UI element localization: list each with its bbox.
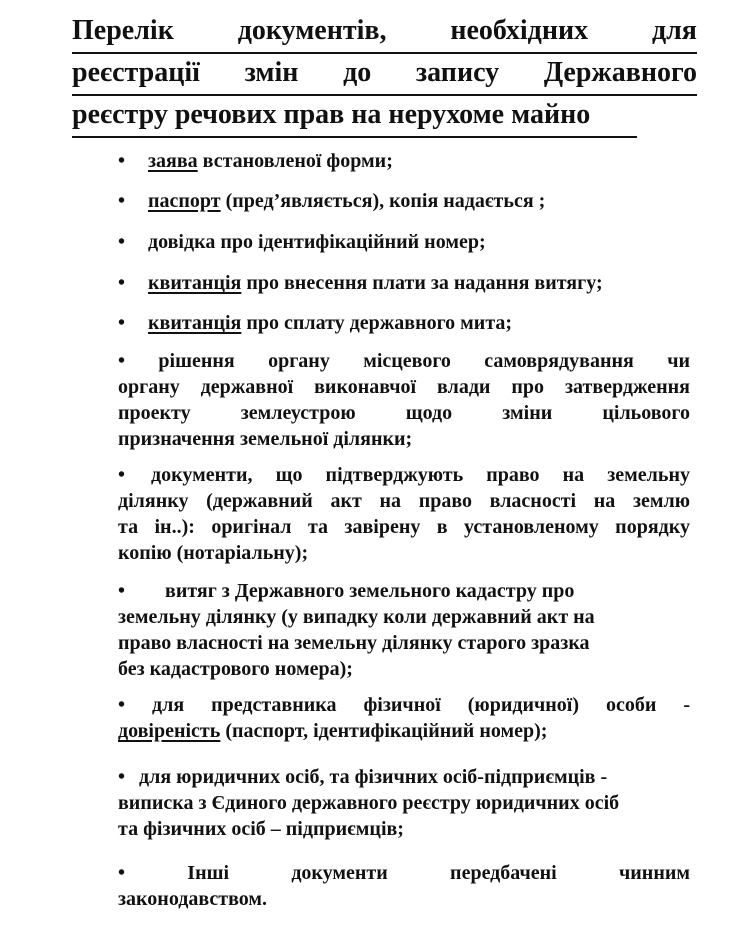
item-text: документи, що підтверджують право на земельну — [151, 464, 690, 486]
list-item-receipt-extract — [118, 270, 603, 296]
list-item-representative — [118, 692, 690, 744]
item-line — [118, 692, 690, 718]
item-line: копію (нотаріальну); — [118, 542, 309, 564]
underlined-term: паспорт — [148, 190, 221, 212]
item-text: (пред’являється), копія надається ; — [220, 190, 546, 212]
title-word: до — [343, 57, 372, 88]
title-word: змін — [244, 57, 299, 88]
title-word: Державного — [543, 57, 697, 88]
title-word: Перелік — [72, 15, 174, 46]
item-line: та ін..): оригінал та завірену в установленому порядку — [118, 516, 690, 538]
list-item-registry-extract — [118, 764, 690, 842]
bullet-icon: • — [118, 862, 126, 884]
list-item-decision — [118, 348, 690, 452]
bullet-icon: • — [118, 694, 126, 716]
title-line-3 — [72, 98, 637, 138]
item-line: без кадастрового номера); — [118, 658, 353, 680]
item-line — [118, 860, 690, 886]
item-line: законодавством. — [118, 888, 268, 910]
list-item-application — [118, 148, 393, 174]
list-item-passport — [118, 188, 545, 214]
bullet-icon: • — [118, 272, 126, 294]
bullet-icon: • — [118, 464, 126, 486]
bullet-icon: • — [118, 312, 126, 334]
list-item-ownership-documents — [118, 462, 690, 566]
bullet-icon: • — [118, 231, 126, 253]
item-text: про сплату державного мита; — [241, 312, 513, 334]
item-text: для юридичних осіб, та фізичних осіб-підприємців - — [139, 766, 608, 788]
bullet-icon: • — [118, 150, 126, 172]
item-line: право власності на земельну ділянку старого зразка — [118, 632, 590, 654]
item-line: та фізичних осіб – підприємців; — [118, 818, 404, 840]
title-word: запису — [415, 57, 500, 88]
item-text: Інші документи передбачені чинним — [187, 862, 691, 884]
item-text: довідка про ідентифікаційний номер; — [148, 231, 486, 253]
bullet-icon: • — [118, 766, 126, 788]
underlined-term: довіреність — [118, 720, 221, 742]
title-word: реєстрації — [72, 57, 200, 88]
bullet-icon: • — [118, 190, 126, 212]
list-item-cadastre-extract — [118, 578, 690, 682]
item-text: (паспорт, ідентифікаційний номер); — [220, 720, 548, 742]
item-line — [118, 348, 690, 374]
title-word: документів, — [237, 15, 387, 46]
list-item-receipt-duty — [118, 310, 512, 336]
list-item-other-documents — [118, 860, 690, 912]
item-line: земельну ділянку (у випадку коли державний акт на — [118, 606, 595, 628]
item-line: призначення земельної ділянки; — [118, 428, 413, 450]
item-text: рішення органу місцевого самоврядування чи — [158, 350, 691, 372]
item-text: про внесення плати за надання витягу; — [241, 272, 603, 294]
title-line-2 — [72, 56, 697, 96]
underlined-term: квитанція — [148, 272, 242, 294]
item-text: витяг з Державного земельного кадастру про — [165, 580, 575, 602]
item-line — [118, 764, 690, 790]
item-line: проекту землеустрою щодо зміни цільового — [118, 402, 690, 424]
item-line: органу державної виконавчої влади про затвердження — [118, 376, 690, 398]
document-title — [72, 14, 697, 140]
title-word: необхідних — [450, 15, 589, 46]
list-item-tax-id — [118, 229, 486, 255]
bullet-icon: • — [118, 580, 126, 602]
title-word: для — [651, 15, 697, 46]
item-line: виписка з Єдиного державного реєстру юридичних осіб — [118, 792, 620, 814]
item-line — [118, 718, 690, 744]
item-text: для представника фізичної (юридичної) особи - — [151, 694, 690, 716]
underlined-term: заява — [148, 150, 198, 172]
item-line — [118, 578, 690, 604]
item-line: ділянку (державний акт на право власності на землю — [118, 490, 690, 512]
title-word: реєстру речових прав на нерухоме майно — [72, 99, 591, 130]
bullet-icon: • — [118, 350, 126, 372]
title-line-1 — [72, 14, 697, 54]
underlined-term: квитанція — [148, 312, 242, 334]
item-line — [118, 462, 690, 488]
item-text: встановленої форми; — [197, 150, 393, 172]
